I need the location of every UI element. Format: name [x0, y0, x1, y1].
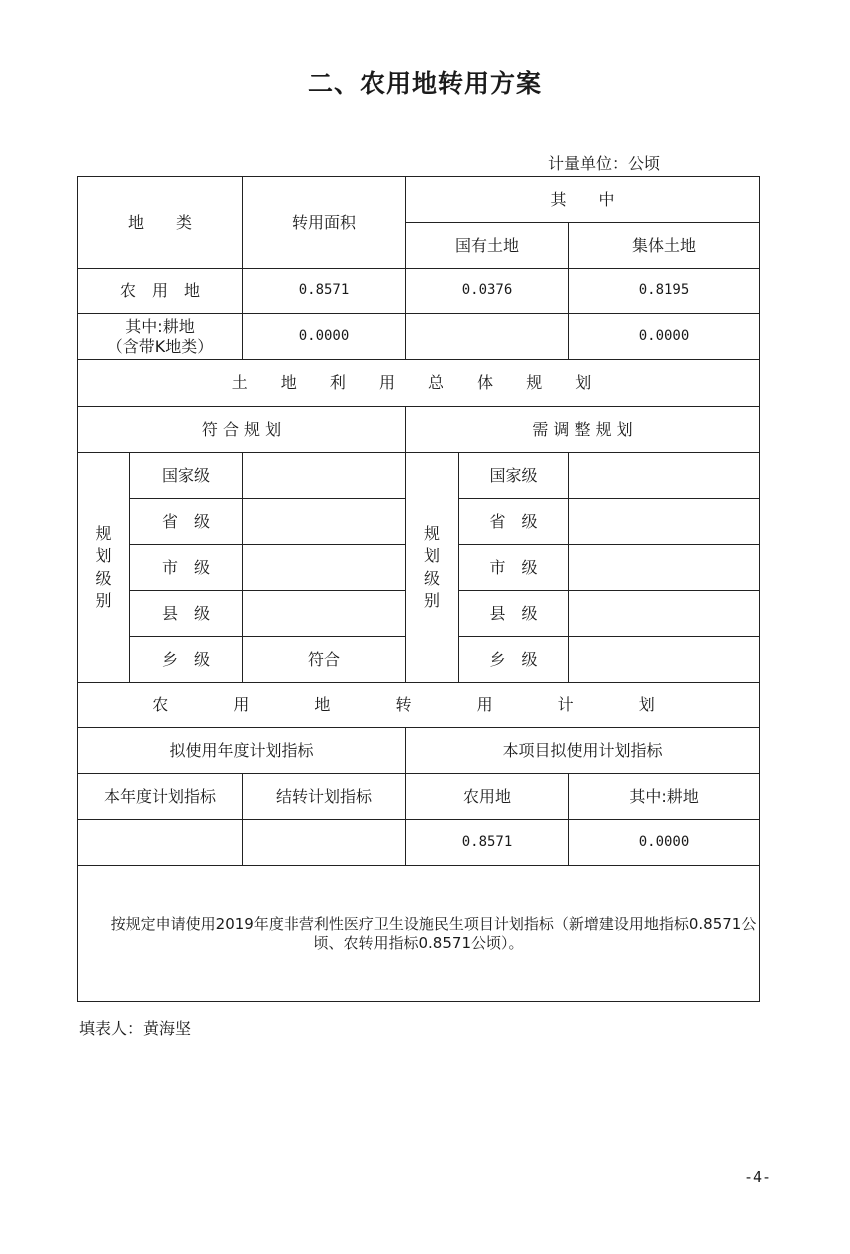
header-collective-land: 集体土地: [569, 223, 760, 269]
row-cultivated-collective: 0.0000: [569, 314, 760, 360]
row-cultivated-label-line1: 其中:耕地: [125, 316, 195, 336]
section-land-use-plan: 土 地 利 用 总 体 规 划: [78, 360, 760, 407]
conform-value-county: [243, 591, 406, 637]
conform-value-township: 符合: [243, 637, 406, 683]
conform-level-county: 县 级: [130, 591, 243, 637]
conform-level-national: 国家级: [130, 453, 243, 499]
project-farmland-header: 农用地: [406, 774, 569, 820]
row-farmland-area: 0.8571: [243, 269, 406, 314]
note-cell: [78, 866, 760, 1002]
row-farmland-collective: 0.8195: [569, 269, 760, 314]
adjust-value-province: [569, 499, 760, 545]
conform-level-township: 乡 级: [130, 637, 243, 683]
form-filler: 填表人：黄海坚: [79, 1019, 192, 1038]
adjust-level-label-text: 规划级别: [424, 523, 441, 610]
section-conversion-plan: 农 用 地 转 用 计 划: [78, 683, 760, 728]
conform-level-label: [78, 453, 130, 683]
adjust-level-national: 国家级: [459, 453, 569, 499]
conform-value-province: [243, 499, 406, 545]
conversion-form-table: [77, 176, 760, 1002]
unit-label: 计量单位：公顷: [548, 154, 661, 173]
adjust-value-county: [569, 591, 760, 637]
adjust-level-township: 乡 级: [459, 637, 569, 683]
carry-over-indicator-value: [243, 820, 406, 866]
adjust-value-city: [569, 545, 760, 591]
adjust-value-township: [569, 637, 760, 683]
row-cultivated-label: [78, 314, 243, 360]
this-year-indicator-value: [78, 820, 243, 866]
adjust-level-province: 省 级: [459, 499, 569, 545]
note-text: 按规定申请使用2019年度非营利性医疗卫生设施民生项目计划指标（新增建设用地指标0.8571公顷、农转用指标0.8571公顷）。: [110, 914, 757, 952]
project-farmland-value: 0.8571: [406, 820, 569, 866]
adjust-level-county: 县 级: [459, 591, 569, 637]
conform-value-city: [243, 545, 406, 591]
conform-level-city: 市 级: [130, 545, 243, 591]
header-area: 转用面积: [243, 177, 406, 269]
project-cultivated-header: 其中:耕地: [569, 774, 760, 820]
conform-level-label-text: 规划级别: [95, 523, 112, 610]
carry-over-indicator-header: 结转计划指标: [243, 774, 406, 820]
row-farmland-label: 农 用 地: [78, 269, 243, 314]
adjust-level-city: 市 级: [459, 545, 569, 591]
annual-indicator-header: 拟使用年度计划指标: [78, 728, 406, 774]
conform-value-national: [243, 453, 406, 499]
row-cultivated-state: [406, 314, 569, 360]
adjust-value-national: [569, 453, 760, 499]
page-number: -4-: [744, 1168, 772, 1186]
header-among: 其 中: [406, 177, 760, 223]
conform-level-province: 省 级: [130, 499, 243, 545]
project-indicator-header: 本项目拟使用计划指标: [406, 728, 760, 774]
header-state-land: 国有土地: [406, 223, 569, 269]
this-year-indicator-header: 本年度计划指标: [78, 774, 243, 820]
row-cultivated-area: 0.0000: [243, 314, 406, 360]
row-cultivated-label-line2: （含带K地类）: [106, 336, 214, 356]
project-cultivated-value: 0.0000: [569, 820, 760, 866]
page-title: 二、农用地转用方案: [307, 69, 542, 98]
row-farmland-state: 0.0376: [406, 269, 569, 314]
header-land-type: 地 类: [78, 177, 243, 269]
adjust-level-label: [406, 453, 459, 683]
adjust-plan-header: 需 调 整 规 划: [406, 407, 760, 453]
conform-plan-header: 符 合 规 划: [78, 407, 406, 453]
